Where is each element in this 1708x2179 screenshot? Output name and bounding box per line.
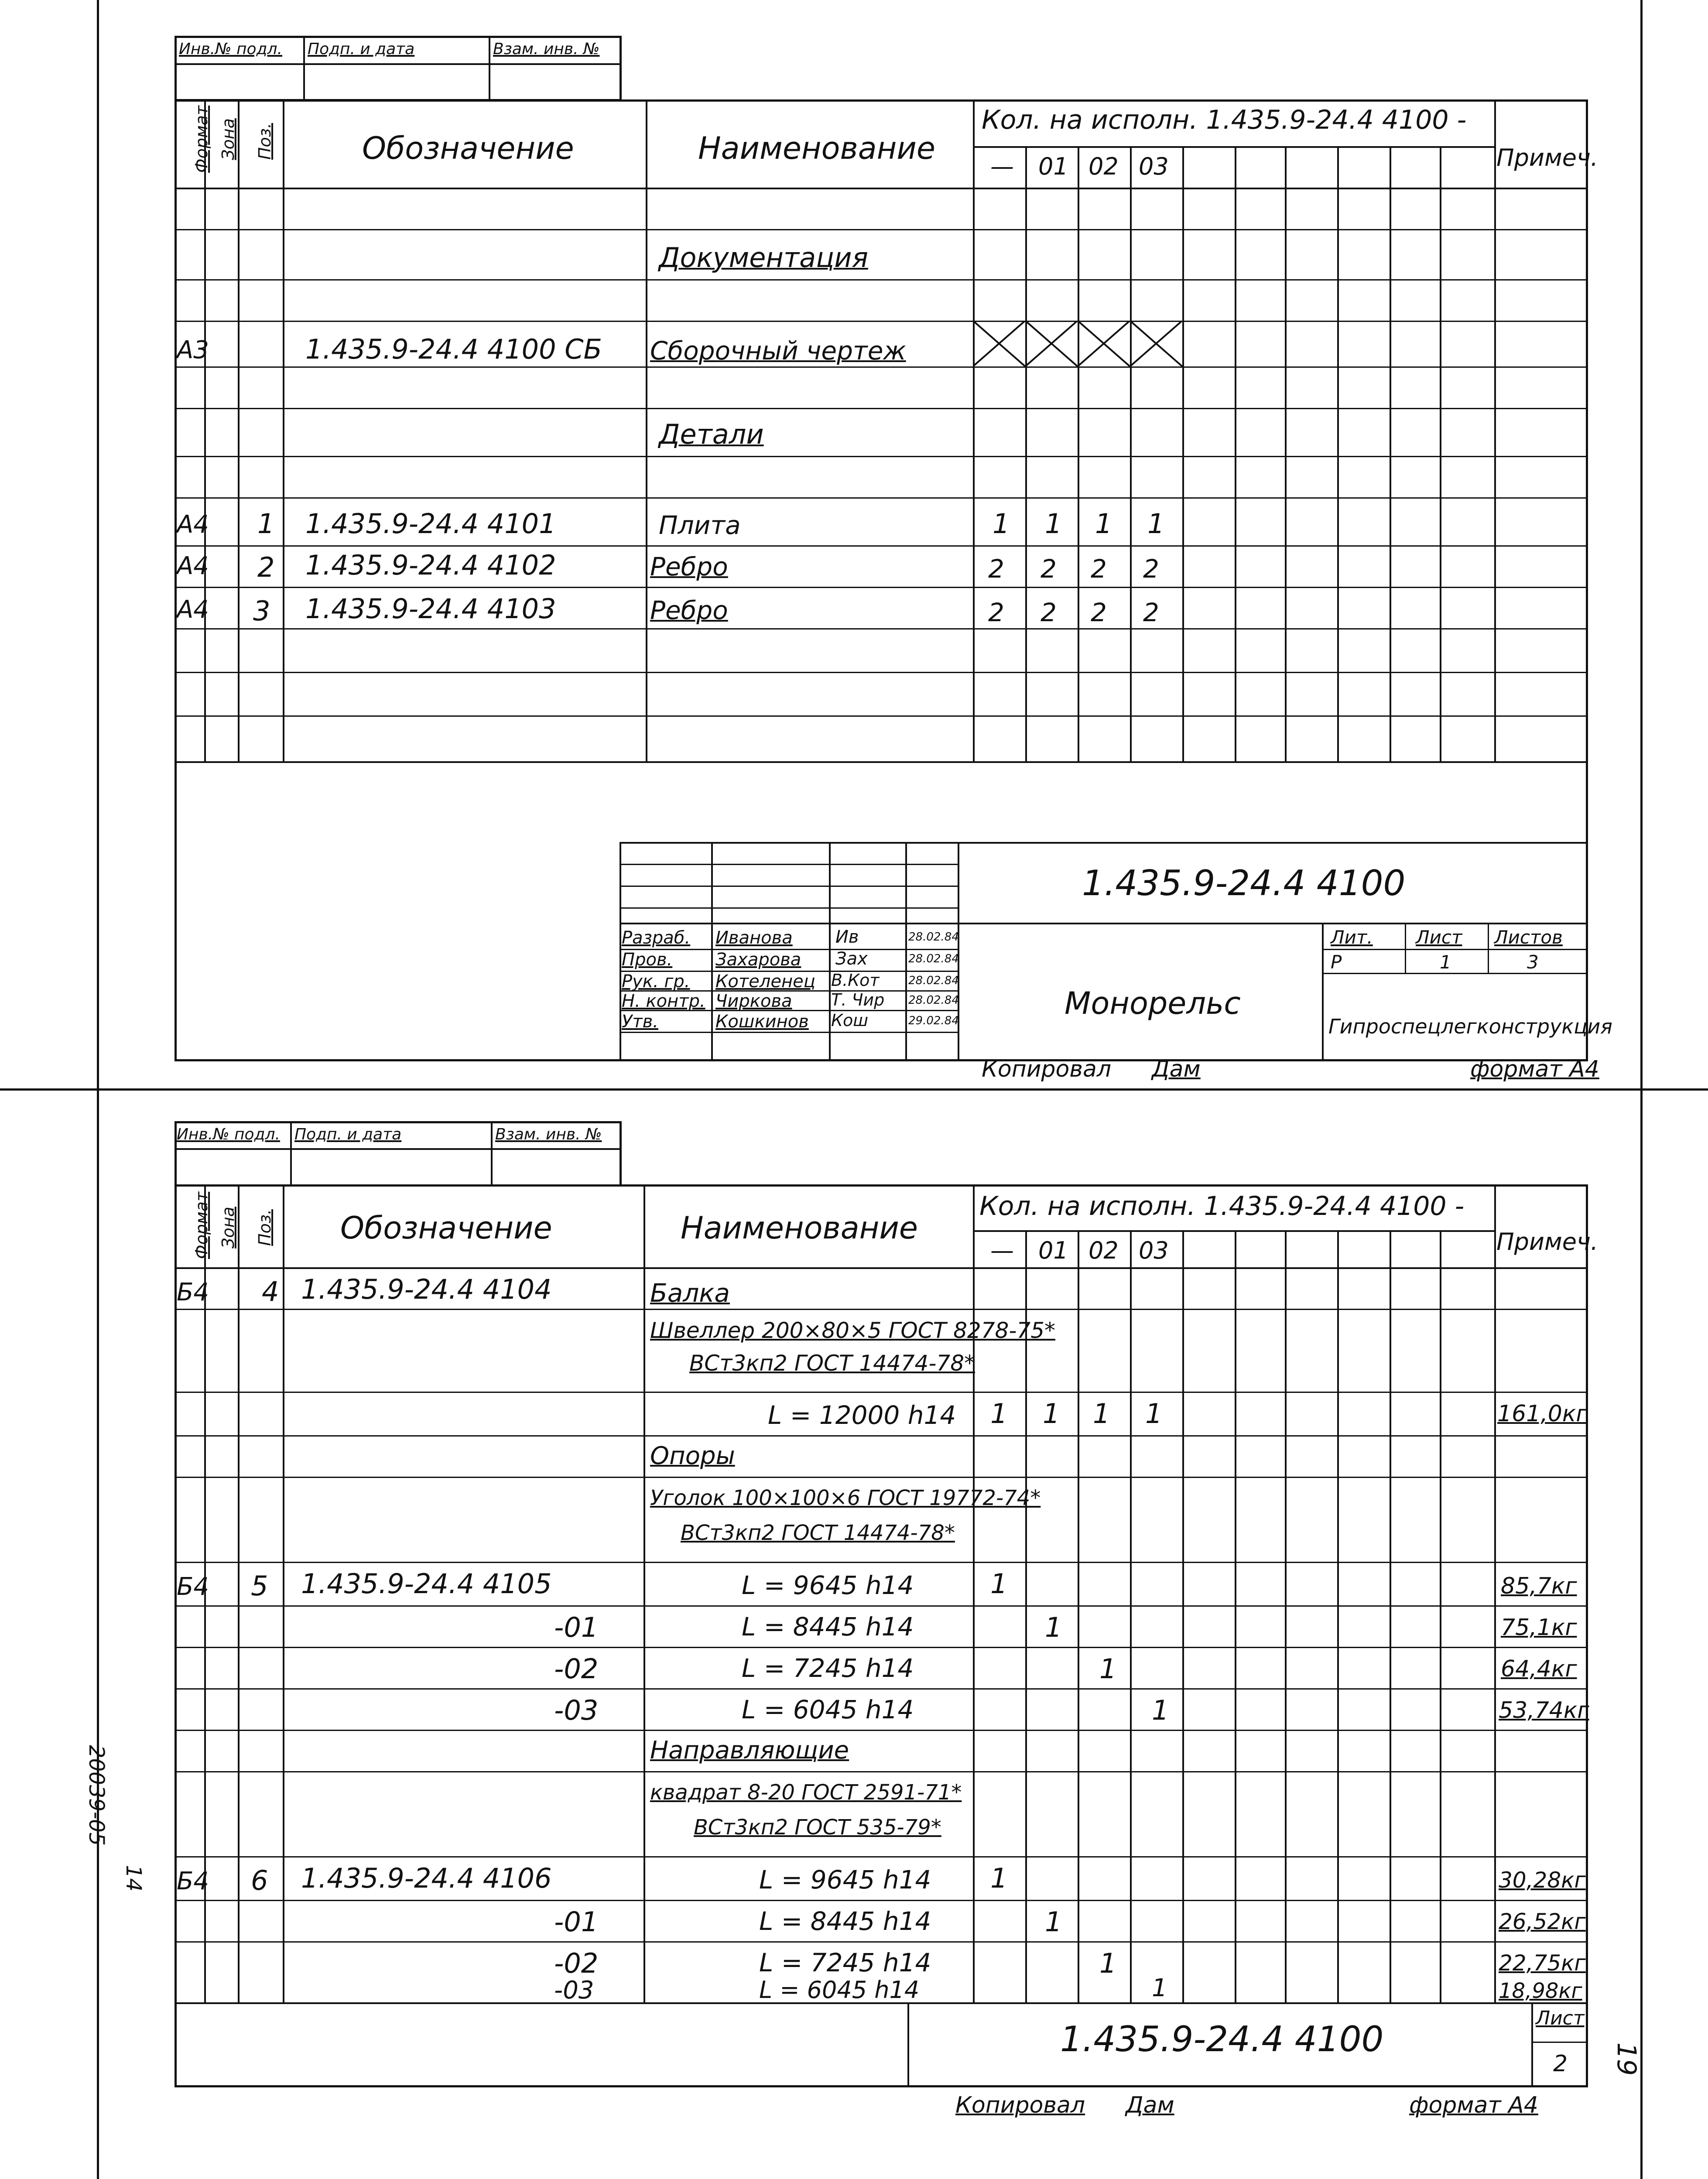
title-block-sheets-label: Листов: [1494, 927, 1563, 948]
row-designation: 1.435.9-24.4 4105: [301, 1568, 552, 1600]
col-header-designation: Обозначение: [362, 130, 574, 166]
col-header-format: Формат: [192, 1191, 212, 1259]
row-note: 161,0кг: [1497, 1401, 1588, 1427]
row-note: 64,4кг: [1501, 1656, 1577, 1682]
row-qty-02: 1: [1099, 1947, 1117, 1979]
signer-date: 28.02.84: [908, 974, 959, 987]
signer-name: Иванова: [715, 928, 793, 948]
not-applicable-crosses: [973, 321, 1182, 366]
row-qty-02: 1: [1095, 508, 1112, 540]
signer-signature: Ив: [835, 927, 859, 947]
col-header-variant-03: 03: [1139, 153, 1169, 180]
col-header-format: Формат: [192, 105, 212, 173]
title-block-title: Монорельс: [1065, 985, 1241, 1021]
row-name: квадрат 8-20 ГОСТ 2591-71*: [650, 1780, 962, 1805]
row-designation: 1.435.9-24.4 4106: [301, 1862, 552, 1894]
row-qty-base: 2: [988, 598, 1004, 627]
col-header-pos: Поз.: [255, 123, 275, 160]
col-header-qty-title: Кол. на исполн. 1.435.9-24.4 4100 -: [979, 1191, 1465, 1221]
col-header-note: Примеч.: [1496, 1228, 1598, 1255]
row-name: L = 7245 h14: [759, 1948, 931, 1977]
row-designation: -01: [554, 1906, 599, 1938]
signer-signature: Кош: [831, 1011, 868, 1030]
signer-signature: В.Кот: [831, 971, 880, 990]
row-qty-02: 2: [1091, 554, 1107, 584]
copied-label: Копировал: [982, 1056, 1112, 1082]
col-header-pos: Поз.: [255, 1209, 275, 1246]
row-name: L = 6045 h14: [759, 1976, 920, 2004]
row-format: Б4: [177, 1278, 209, 1307]
row-qty-base: 1: [990, 1568, 1008, 1600]
row-note: 75,1кг: [1501, 1615, 1577, 1641]
row-note: 85,7кг: [1501, 1573, 1577, 1599]
col-header-variant-02: 02: [1088, 1237, 1119, 1264]
row-qty-base: 2: [988, 554, 1004, 584]
approval-sign-label: Подп. и дата: [308, 40, 415, 58]
row-format: А3: [177, 336, 209, 364]
row-qty-01: 1: [1045, 1611, 1062, 1643]
sheet2-sheet-label: Лист: [1536, 2007, 1585, 2029]
row-name: Ребро: [650, 595, 728, 625]
row-name: Сборочный чертеж: [650, 336, 906, 366]
row-format: А4: [177, 595, 209, 624]
row-pos: 1: [257, 508, 275, 540]
page-number: 19: [1611, 2042, 1642, 2076]
title-block-doc-number: 1.435.9-24.4 4100: [1082, 863, 1406, 903]
row-name: L = 9645 h14: [742, 1570, 914, 1600]
signer-role: Н. контр.: [622, 991, 705, 1011]
row-note: 26,52кг: [1499, 1909, 1586, 1934]
row-qty-01: 2: [1041, 554, 1057, 584]
copied-signature: Дам: [1126, 2092, 1174, 2118]
col-header-zone: Зона: [218, 118, 238, 160]
signer-date: 28.02.84: [908, 930, 959, 944]
row-designation: -02: [554, 1947, 599, 1979]
row-format: А4: [177, 552, 209, 580]
signer-role: Рук. гр.: [622, 971, 690, 992]
row-note: 53,74кг: [1499, 1697, 1589, 1724]
row-note: 22,75кг: [1499, 1950, 1586, 1976]
signer-date: 28.02.84: [908, 952, 959, 965]
row-name: Ребро: [650, 552, 728, 582]
row-pos: 2: [257, 551, 275, 583]
row-qty-base: 1: [993, 508, 1010, 540]
row-qty-03: 1: [1147, 508, 1165, 540]
row-qty-01: 1: [1043, 1398, 1060, 1430]
row-name: L = 9645 h14: [759, 1865, 931, 1895]
sheet-divider: [0, 1088, 1708, 1091]
row-qty-base: 1: [990, 1862, 1008, 1894]
side-page-number: 14: [121, 1865, 146, 1892]
row-name: Опоры: [650, 1442, 735, 1470]
row-format: А4: [177, 510, 209, 539]
signer-signature: Т. Чир: [831, 990, 885, 1009]
col-header-qty-title: Кол. на исполн. 1.435.9-24.4 4100 -: [982, 105, 1467, 135]
row-name: ВСт3кп2 ГОСТ 14474-78*: [681, 1521, 955, 1545]
row-designation: -01: [554, 1611, 599, 1643]
signer-role: Пров.: [622, 950, 673, 970]
row-name: Направляющие: [650, 1736, 849, 1765]
row-name: ВСт3кп2 ГОСТ 535-79*: [694, 1815, 941, 1840]
row-qty-01: 2: [1041, 598, 1057, 627]
signer-name: Захарова: [715, 950, 801, 970]
format-label: формат А4: [1470, 1056, 1599, 1082]
signer-role: Разраб.: [622, 928, 691, 948]
row-designation: 1.435.9-24.4 4104: [301, 1273, 552, 1305]
row-name: L = 12000 h14: [768, 1400, 956, 1430]
section-parts: Детали: [659, 418, 764, 450]
sheet2-doc-number: 1.435.9-24.4 4100: [1060, 2019, 1384, 2059]
row-qty-03: 1: [1152, 1974, 1167, 2002]
row-format: Б4: [177, 1867, 209, 1895]
row-name: L = 8445 h14: [742, 1612, 914, 1642]
row-qty-02: 1: [1099, 1653, 1117, 1685]
row-designation: -02: [554, 1653, 599, 1685]
row-qty-02: 2: [1091, 598, 1107, 627]
approval-inv-label: Инв.№ подл.: [177, 1125, 280, 1143]
row-name: Плита: [659, 510, 741, 540]
row-designation: 1.435.9-24.4 4102: [305, 549, 556, 581]
side-code: 20039-05: [84, 1745, 109, 1846]
approval-replace-label: Взам. инв. №: [493, 40, 600, 58]
row-qty-base: 1: [990, 1398, 1008, 1430]
row-name: Уголок 100×100×6 ГОСТ 19772-74*: [650, 1486, 1041, 1510]
row-designation: 1.435.9-24.4 4103: [305, 593, 556, 625]
row-pos: 6: [251, 1864, 268, 1896]
sheet2-sheet-number: 2: [1553, 2051, 1568, 2077]
row-name: L = 6045 h14: [742, 1695, 914, 1724]
row-name: Швеллер 200×80×5 ГОСТ 8278-75*: [650, 1318, 1056, 1343]
signer-role: Утв.: [622, 1012, 658, 1032]
col-header-zone: Зона: [218, 1207, 238, 1249]
signer-signature: Зах: [835, 949, 868, 969]
row-note: 18,98кг: [1499, 1979, 1582, 2003]
title-block-organization: Гипроспецлегконструкция: [1328, 1015, 1612, 1038]
col-header-designation: Обозначение: [340, 1210, 552, 1246]
approval-replace-label: Взам. инв. №: [495, 1125, 602, 1143]
row-designation: 1.435.9-24.4 4100 СБ: [305, 333, 602, 365]
row-name: ВСт3кп2 ГОСТ 14474-78*: [689, 1351, 976, 1376]
approval-inv-label: Инв.№ подл.: [179, 40, 282, 58]
row-qty-01: 1: [1045, 508, 1062, 540]
col-header-name: Наименование: [698, 130, 935, 166]
format-label: формат А4: [1409, 2092, 1538, 2118]
row-pos: 5: [251, 1570, 268, 1602]
row-note: 30,28кг: [1499, 1868, 1586, 1893]
row-designation: -03: [554, 1694, 599, 1726]
row-qty-03: 1: [1152, 1694, 1169, 1726]
signer-name: Кошкинов: [715, 1012, 809, 1032]
col-header-variant-02: 02: [1088, 153, 1119, 180]
col-header-note: Примеч.: [1496, 144, 1598, 171]
row-name: L = 8445 h14: [759, 1906, 931, 1936]
section-documentation: Документация: [659, 242, 868, 274]
col-header-variant-01: 01: [1038, 1237, 1068, 1264]
signer-name: Котеленец: [715, 971, 815, 992]
row-name: L = 7245 h14: [742, 1653, 914, 1683]
col-header-variant-01: 01: [1038, 153, 1068, 180]
copied-signature: Дам: [1152, 1056, 1201, 1082]
row-qty-03: 2: [1143, 598, 1159, 627]
row-pos: 3: [253, 595, 270, 627]
row-qty-02: 1: [1093, 1398, 1110, 1430]
row-qty-03: 1: [1145, 1398, 1163, 1430]
title-block-stage-label: Лит.: [1331, 927, 1373, 948]
row-format: Б4: [177, 1573, 209, 1601]
row-qty-01: 1: [1045, 1906, 1062, 1938]
row-pos: 4: [262, 1276, 279, 1307]
title-block-sheet: 1: [1440, 951, 1451, 973]
col-header-variant-base: —: [990, 153, 1014, 180]
col-header-name: Наименование: [681, 1210, 918, 1246]
signer-date: 28.02.84: [908, 994, 959, 1007]
row-designation: 1.435.9-24.4 4101: [305, 508, 556, 540]
title-block-stage: Р: [1331, 951, 1342, 973]
row-qty-03: 2: [1143, 554, 1159, 584]
approval-sign-label: Подп. и дата: [294, 1125, 402, 1143]
row-designation: -03: [554, 1976, 594, 2005]
row-name: Балка: [650, 1278, 730, 1308]
col-header-variant-base: —: [990, 1237, 1014, 1264]
col-header-variant-03: 03: [1139, 1237, 1169, 1264]
signer-date: 29.02.84: [908, 1014, 959, 1027]
copied-label: Копировал: [955, 2092, 1085, 2118]
title-block-sheet-label: Лист: [1416, 927, 1462, 948]
title-block-sheets: 3: [1527, 951, 1539, 973]
signer-name: Чиркова: [715, 991, 792, 1011]
